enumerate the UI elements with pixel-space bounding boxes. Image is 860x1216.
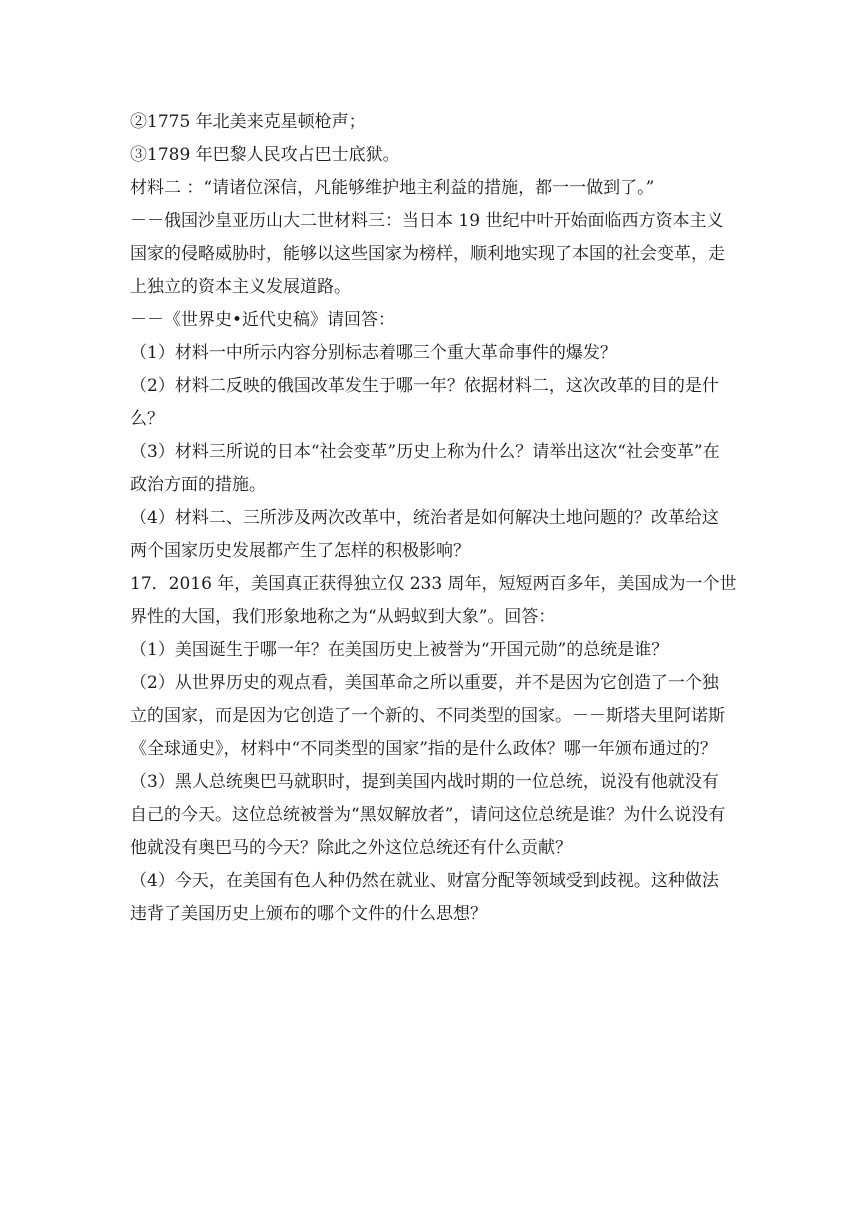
text-line: ②1775 年北美来克星顿枪声；: [130, 112, 366, 132]
text-line: －－俄国沙皇亚历山大二世材料三：当日本 19 世纪中叶开始面临西方资本主义: [130, 211, 724, 231]
problem-17-line: 界性的大国，我们形象地称之为“从蚂蚁到大象”。回答：: [130, 607, 556, 627]
question-line: 两个国家历史发展都产生了怎样的积极影响？: [130, 541, 470, 561]
text-line: －－《世界史•近代史稿》请回答：: [130, 310, 396, 330]
question-line: （3）材料三所说的日本“社会变革”历史上称为什么？请举出这次“社会变革”在: [130, 442, 720, 462]
question-line: （1）材料一中所示内容分别标志着哪三个重大革命事件的爆发？: [130, 343, 617, 363]
question-line: 政治方面的措施。: [130, 475, 266, 495]
text-line: 上独立的资本主义发展道路。: [130, 277, 351, 297]
question-line: （4）材料二、三所涉及两次改革中，统治者是如何解决土地问题的？改革给这: [130, 508, 719, 528]
question-line: （4）今天，在美国有色人种仍然在就业、财富分配等领域受到歧视。这种做法: [130, 871, 719, 891]
question-line: 《全球通史》，材料中“不同类型的国家”指的是什么政体？哪一年颁布通过的？: [130, 739, 717, 759]
question-line: 么？: [130, 409, 164, 429]
document-body: [130, 106, 737, 931]
question-line: 自己的今天。这位总统被誉为“黑奴解放者”，请问这位总统是谁？为什么说没有: [130, 805, 726, 825]
question-line: （1）美国诞生于哪一年？在美国历史上被誉为“开国元勋”的总统是谁？: [130, 640, 669, 660]
problem-17-line: 17．2016 年，美国真正获得独立仅 233 周年，短短两百多年，美国成为一个世: [130, 574, 737, 594]
text-line: 材料二 ：“请诸位深信，凡能够维护地主利益的措施，都一一做到了。”: [130, 178, 655, 198]
question-line: 他就没有奥巴马的今天？除此之外这位总统还有什么贡献？: [130, 838, 572, 858]
question-line: （2）从世界历史的观点看，美国革命之所以重要，并不是因为它创造了一个独: [130, 673, 719, 693]
text-line: ③1789 年巴黎人民攻占巴士底狱。: [130, 145, 400, 165]
text-line: 国家的侵略威胁时，能够以这些国家为榜样，顺利地实现了本国的社会变革，走: [130, 244, 725, 264]
question-line: （3）黑人总统奥巴马就职时，提到美国内战时期的一位总统，说没有他就没有: [130, 772, 719, 792]
question-line: 违背了美国历史上颁布的哪个文件的什么思想？: [130, 904, 487, 924]
question-line: （2）材料二反映的俄国改革发生于哪一年？依据材料二，这次改革的目的是什: [130, 376, 719, 396]
question-line: 立的国家，而是因为它创造了一个新的、不同类型的国家。－－斯塔夫里阿诺斯: [130, 706, 725, 726]
